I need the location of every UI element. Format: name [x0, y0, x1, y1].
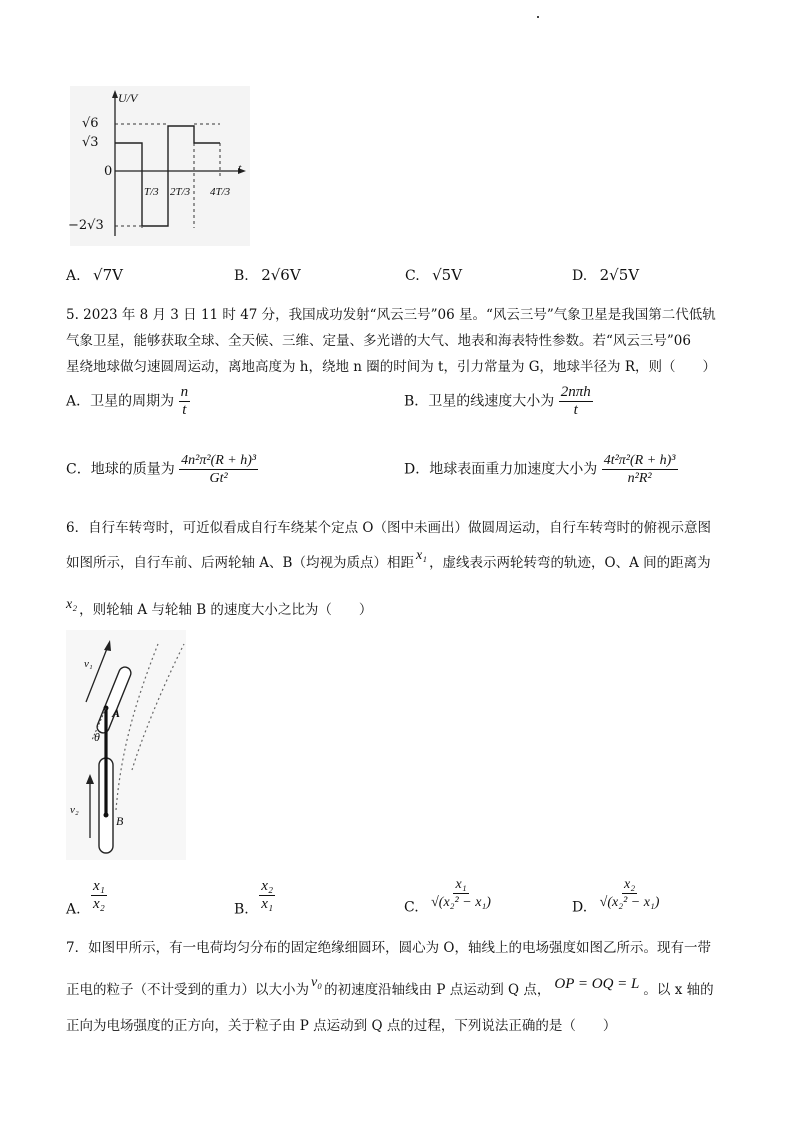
option-label: D. — [572, 268, 588, 284]
option-value: 2√5V — [599, 266, 640, 284]
graph-x-tick-t3: T/3 — [144, 186, 159, 198]
option-fraction — [179, 452, 258, 487]
q6-line-1: 6．自行车转弯时，可近似看成自行车绕某个定点 O（图中未画出）做圆周运动，自行车转弯时的俯视示意图 — [66, 520, 711, 536]
q5-option-b[interactable] — [404, 384, 593, 419]
q6-option-a[interactable] — [66, 878, 107, 918]
q6-line-2-end: ，虚线表示两轮转弯的轨迹，O、A 间的距离为 — [429, 555, 711, 571]
bicycle-figure — [66, 630, 186, 860]
q7-equation: OP = OQ = L — [554, 976, 640, 992]
label-b: B — [116, 814, 124, 828]
numerator: x₂ — [261, 878, 274, 894]
q4-option-a[interactable] — [66, 266, 123, 284]
q7-line-2-start: 正电的粒子（不计受到的重力）以大小为 — [66, 982, 309, 998]
q4-option-d[interactable] — [572, 266, 639, 284]
denominator: t — [182, 402, 187, 418]
label-v1: v₁ — [84, 658, 93, 670]
q7-line-3: 正向为电场强度的正方向，关于粒子由 P 点运动到 Q 点的过程，下列说法正确的是（ ） — [66, 1018, 617, 1034]
option-fraction — [429, 876, 493, 911]
option-label: D. — [572, 899, 588, 916]
q7-line-1: 7．如图甲所示，有一电荷均匀分布的固定绝缘细圆环，圆心为 O，轴线上的电场强度如图乙所示。现有一带 — [66, 940, 711, 956]
q7-line-2-end: 。以 x 轴的 — [643, 982, 714, 998]
option-value: √5V — [432, 266, 463, 284]
graph-y-tick-sqrt6: √6 — [82, 116, 99, 131]
option-label: C. — [404, 899, 419, 916]
q7-line-2 — [66, 975, 714, 1001]
voltage-time-graph — [70, 86, 250, 246]
numerator: n — [180, 384, 189, 400]
graph-x-tick-2t3: 2T/3 — [170, 186, 191, 198]
graph-y-tick-neg: −2√3 — [68, 218, 104, 233]
option-fraction — [259, 878, 275, 913]
numerator: x₁ — [455, 877, 467, 892]
option-label: A. — [66, 901, 81, 918]
option-value: √7V — [93, 266, 123, 284]
q6-option-c[interactable] — [404, 876, 493, 916]
option-fraction — [602, 452, 678, 487]
q5-line-1: 5. 2023 年 8 月 3 日 11 时 47 分，我国成功发射“风云三号”06 星。“风云三号”气象卫星是我国第二代低轨 — [66, 307, 716, 323]
denominator: n²R² — [627, 471, 652, 486]
option-text: B．卫星的线速度大小为 — [404, 393, 555, 410]
numerator: 2nπh — [560, 384, 591, 400]
label-a: A — [112, 706, 121, 720]
q6-option-b[interactable] — [234, 878, 275, 918]
option-fraction — [91, 878, 107, 913]
denominator: √(x₂² − x₁) — [431, 895, 491, 910]
q5-line-3: 星绕地球做匀速圆周运动，离地高度为 h，绕地 n 圈的时间为 t，引力常量为 G，地球半径为 R，则（ ） — [66, 359, 717, 375]
numerator: x₂ — [624, 877, 636, 892]
q7-var-v0: v₀ — [311, 975, 323, 990]
numerator: 4t²π²(R + h)³ — [603, 453, 676, 468]
graph-x-tick-4t3: 4T/3 — [210, 186, 231, 198]
q6-var-x1: x₁ — [415, 548, 428, 563]
q7-line-2-mid: 的初速度沿轴线由 P 点运动到 Q 点， — [324, 982, 551, 998]
option-fraction — [179, 384, 191, 419]
q5-line-2: 气象卫星，能够获取全球、全天候、三维、定量、多光谱的大气、地表和海表特性参数。若“风云三号”06 — [66, 333, 691, 349]
option-text: C．地球的质量为 — [66, 461, 175, 478]
q6-line-3 — [66, 597, 373, 621]
option-label: B. — [234, 901, 249, 918]
option-text: A．卫星的周期为 — [66, 393, 175, 410]
option-value: 2√6V — [261, 266, 301, 284]
q4-option-c[interactable] — [405, 266, 462, 284]
q5-option-a[interactable] — [66, 384, 190, 419]
q5-option-d[interactable] — [404, 452, 678, 487]
option-text: D．地球表面重力加速度大小为 — [404, 461, 598, 478]
q6-option-d[interactable] — [572, 876, 661, 916]
q6-line-2-start: 如图所示，自行车前、后两轮轴 A、B（均视为质点）相距 — [66, 555, 414, 571]
graph-y-tick-sqrt3: √3 — [82, 135, 99, 150]
denominator: x₂ — [93, 896, 105, 912]
option-label: C. — [405, 268, 420, 284]
option-label: B. — [234, 268, 249, 284]
option-label: A. — [66, 268, 81, 284]
label-theta: θ — [94, 730, 100, 744]
label-v2: v₂ — [70, 804, 79, 816]
denominator: √(x₂² − x₁) — [599, 895, 660, 910]
denominator: Gt² — [209, 471, 228, 486]
graph-x-label: t — [238, 161, 242, 175]
option-fraction — [598, 876, 662, 911]
q6-var-x2: x₂ — [66, 597, 78, 612]
page-dot — [537, 16, 539, 18]
q6-line-2 — [66, 548, 711, 574]
denominator: t — [573, 402, 578, 418]
numerator: 4n²π²(R + h)³ — [181, 453, 257, 468]
denominator: x₁ — [261, 896, 274, 912]
graph-y-label: U/V — [118, 91, 138, 105]
graph-y-tick-zero: 0 — [104, 164, 113, 179]
numerator: x₁ — [93, 878, 105, 894]
q5-option-c[interactable] — [66, 452, 258, 487]
q4-option-b[interactable] — [234, 266, 301, 284]
option-fraction — [559, 384, 593, 419]
q6-line-3-text: ，则轮轴 A 与轮轴 B 的速度大小之比为（ ） — [79, 602, 373, 618]
